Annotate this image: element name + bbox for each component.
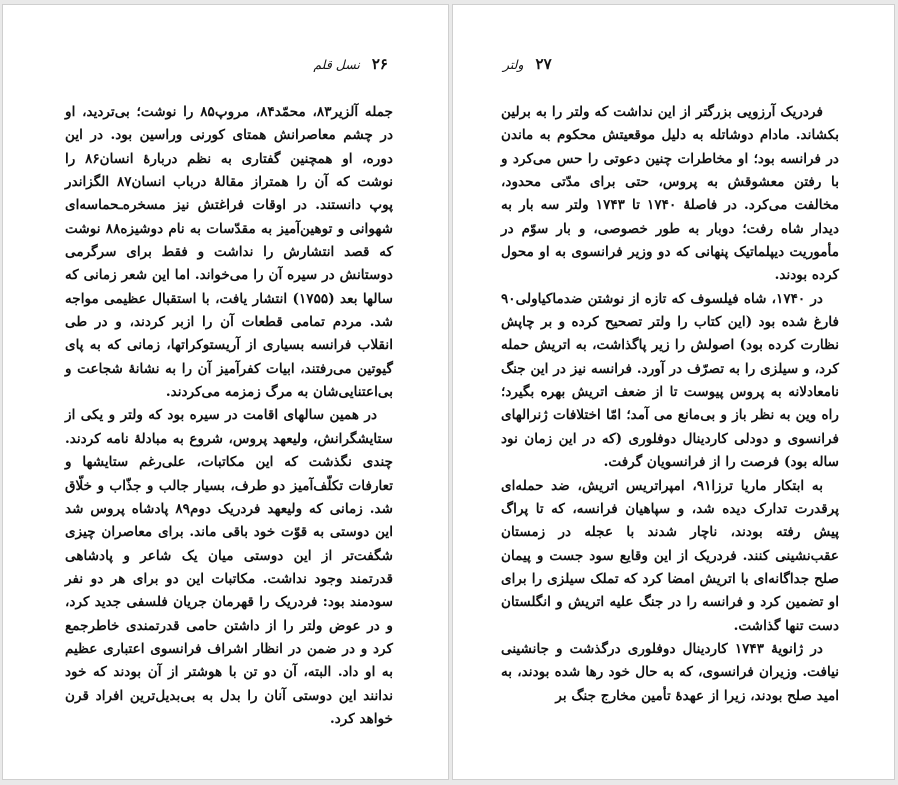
paragraph: در همین سالهای اقامت در سیره بود که ولتر و یکی از ستایشگرانش، ولیعهد پروس، شروع به مبادلهٔ نامه کردند. چندی نگذشت که این مکاتبات، علی‌رغم ستایشها و تعارفات تکلّف‌آمیز دو طرف، بسیار جالب و جذّاب و خلّاق شد. زمانی که ولیعهد فردریک دوم۸۹ پادشاه پروس شد این دوستی به قوّت خود باقی ماند. برای معاصران چیزی شگفت‌تر از این دوستی میان یک شاعر و پادشاهی قدرتمند وجود نداشت. مکاتبات این دو برای هر دو نفر سودمند بود: فردریک را قهرمان جریان فلسفی جدید کرد، و در عوض ولتر را از داشتن حامی قدرتمندی خاطرجمع کرد و در ضمن در انظار اشراف فرانسوی اعتباری عظیم به او داد. البته، آن دو تن با هوشتر از آن بودند که خود ندانند این دوستی آنان را بدل به بی‌بدیل‌ترین افراد قرن خواهد کرد. <box>65 407 393 727</box>
paragraph: در ژانویهٔ ۱۷۴۳ کاردینال دوفلوری درگذشت و جانشینی نیافت. وزیران فرانسوی، که به حال خود رها شده بودند، به امید صلح بودند، زیرا از عهدهٔ تأمین مخارج جنگ بر <box>501 640 839 704</box>
left-page <box>2 4 449 780</box>
right-page-header <box>503 55 552 77</box>
page-number: ۲۷ <box>535 55 552 73</box>
paragraph: جمله آلزیر۸۳، محمّد۸۴، مروپ۸۵ را نوشت؛ بی‌تردید، او در چشم معاصرانش همتای کورنی وراسین بود. در این دوره، او همچنین گفتاری به نظم دربارهٔ انسان۸۶ را نوشت که آن را همتراز مقالهٔ درباب انسان۸۷ الگزاندر پوپ دانستند. در اوقات فراغتش نیز مسخره‌ـحماسه‌ای شهوانی و توهین‌آمیز به مقدّسات به نام دوشیزه۸۸ نوشت که قصد انتشارش را نداشت و فقط برای سرگرمی دوستانش در سیره آن را می‌خواند. اما این شعر زمانی که سالها بعد (۱۷۵۵) انتشار یافت، با استقبال عظیمی مواجه شد. مردم تمامی قطعات آن را ازبر کردند، و در طی انقلاب فرانسه بسیاری از آریستوکراتها، زمانی که به پای گیوتین می‌رفتند، ابیات کفرآمیز آن را به نشانهٔ شجاعت و بی‌اعتنایی‌شان به مرگ زمزمه می‌کردند. <box>65 104 394 401</box>
right-page <box>452 4 895 780</box>
right-page-body <box>501 101 839 708</box>
left-page-body <box>65 101 393 731</box>
running-title: ولتر <box>503 57 524 72</box>
left-page-header <box>313 55 388 77</box>
running-title: نسل قلم <box>313 57 360 72</box>
page-number: ۲۶ <box>371 55 388 73</box>
paragraph: در ۱۷۴۰، شاه فیلسوف که تازه از نوشتن ضدماکیاولی۹۰ فارغ شده بود (این کتاب را ولتر تصحیح کرده و بر چاپش نظارت کرده بود) اصولش را زیر پاگذاشت، به اتریش حمله کرد، و سیلزی را به تصرّف در آورد. فرانسه نیز در این جنگ نامعادلانه به پروس پیوست تا از ضعف اتریش بهره بگیرد؛ راه وین به نظر باز و بی‌مانع می آمد؛ امّا اختلافات ژنرالهای فرانسوی و دودلی کاردینال دوفلوری (که در این زمان نود ساله بود) فرصت را از فرانسویان گرفت. <box>501 290 839 471</box>
paragraph: فردریک آرزویی بزرگتر از این نداشت که ولتر را به برلین بکشاند. مادام دوشاتله به دلیل موقعیتش محکوم به ماندن در فرانسه بود؛ او مخاطرات چنین دعوتی را حس می‌کرد و با رفتن معشوقش به پروس، حتی برای مدّتی محدود، مخالفت می‌کرد. در فاصلهٔ ۱۷۴۰ تا ۱۷۴۳ ولتر سه بار به دیدار شاه رفت؛ دوبار به طور خصوصی، و بار سوّم در مأموریت دیپلماتیک پنهانی که دو وزیر فرانسوی به او محول کرده بودند. <box>501 104 840 284</box>
paragraph: به ابتکار ماریا ترزا۹۱، امپراتریس اتریش، ضد حمله‌ای پرقدرت تدارک دیده شد، و سپاهیان فرانسه، که تا پراگ پیش رفته بودند، ناچار شدند با عجله در زمستان عقب‌نشینی کنند. فردریک از این وقایع سود جست و پیمان صلح جداگانه‌ای با اتریش امضا کرد که تملک سیلزی را برای او تضمین کرد و فرانسه را در جنگ علیه اتریش و انگلستان دست تنها گذاشت. <box>501 477 839 634</box>
